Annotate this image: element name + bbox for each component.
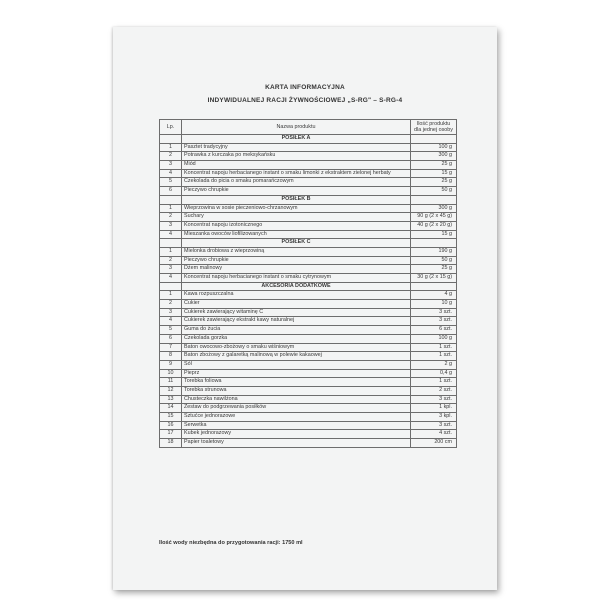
water-note: Ilość wody niezbędna do przygotowania racji: 1750 ml: [159, 540, 303, 546]
product-quantity: 100 g: [411, 334, 457, 343]
product-quantity: 3 szt.: [411, 317, 457, 326]
product-name: Torebka foliowa: [182, 378, 411, 387]
row-number: 2: [160, 213, 182, 222]
section-heading: POSIŁEK A: [182, 135, 411, 144]
product-quantity: 25 g: [411, 265, 457, 274]
product-name: Sztućce jednorazowe: [182, 413, 411, 422]
section-blank-cell: [160, 195, 182, 204]
section-row: [160, 282, 457, 291]
table-row: [160, 439, 457, 448]
row-number: 3: [160, 265, 182, 274]
row-number: 17: [160, 430, 182, 439]
product-name: Pieczywo chrupkie: [182, 256, 411, 265]
product-quantity: 50 g: [411, 256, 457, 265]
row-number: 1: [160, 247, 182, 256]
row-number: 8: [160, 352, 182, 361]
product-quantity: 4 g: [411, 291, 457, 300]
product-name: Potrawka z kurczaka po meksykańsku: [182, 152, 411, 161]
row-number: 10: [160, 369, 182, 378]
product-name: Sól: [182, 360, 411, 369]
row-number: 11: [160, 378, 182, 387]
section-blank-cell: [160, 282, 182, 291]
table-row: [160, 187, 457, 196]
product-name: Koncentrat napoju izotonicznego: [182, 221, 411, 230]
product-name: Zestaw do podgrzewania posiłków: [182, 404, 411, 413]
table-row: [160, 317, 457, 326]
product-name: Koncentrat napoju herbacianego instant o smaku limonki z ekstraktem zielonej herbaty: [182, 169, 411, 178]
ration-table: [159, 119, 457, 448]
table-row: [160, 291, 457, 300]
product-quantity: 25 g: [411, 178, 457, 187]
product-quantity: 4 szt.: [411, 430, 457, 439]
section-heading: POSIŁEK B: [182, 195, 411, 204]
product-quantity: 300 g: [411, 204, 457, 213]
product-name: Baton owocowo-zbożowy o smaku wiśniowym: [182, 343, 411, 352]
table-row: [160, 169, 457, 178]
table-row: [160, 308, 457, 317]
product-quantity: 1 kpl.: [411, 404, 457, 413]
table-row: [160, 386, 457, 395]
product-name: Mieszanka owoców liofilizowanych: [182, 230, 411, 239]
product-name: Suchary: [182, 213, 411, 222]
table-row: [160, 352, 457, 361]
row-number: 12: [160, 386, 182, 395]
product-name: Dżem malinowy: [182, 265, 411, 274]
product-quantity: 3 szt.: [411, 421, 457, 430]
table-row: [160, 256, 457, 265]
row-number: 2: [160, 256, 182, 265]
table-header-row: [160, 120, 457, 135]
product-quantity: 6 szt.: [411, 326, 457, 335]
product-quantity: 3 kpl.: [411, 413, 457, 422]
product-name: Kawa rozpuszczalna: [182, 291, 411, 300]
header-product-name: Nazwa produktu: [182, 120, 411, 135]
row-number: 1: [160, 143, 182, 152]
product-name: Chusteczka nawilżona: [182, 395, 411, 404]
row-number: 2: [160, 300, 182, 309]
product-quantity: 50 g: [411, 187, 457, 196]
section-blank-cell: [411, 135, 457, 144]
product-quantity: 15 g: [411, 230, 457, 239]
product-name: Baton zbożowy z galaretką malinową w polewie kakaowej: [182, 352, 411, 361]
row-number: 3: [160, 161, 182, 170]
row-number: 16: [160, 421, 182, 430]
row-number: 4: [160, 169, 182, 178]
row-number: 4: [160, 274, 182, 283]
section-row: [160, 135, 457, 144]
product-quantity: 3 szt.: [411, 395, 457, 404]
section-blank-cell: [160, 239, 182, 248]
section-row: [160, 239, 457, 248]
table-row: [160, 413, 457, 422]
table-row: [160, 326, 457, 335]
section-row: [160, 195, 457, 204]
product-quantity: 25 g: [411, 161, 457, 170]
row-number: 14: [160, 404, 182, 413]
table-row: [160, 369, 457, 378]
product-name: Serwetka: [182, 421, 411, 430]
product-quantity: 2 szt.: [411, 386, 457, 395]
section-heading: AKCESORIA DODATKOWE: [182, 282, 411, 291]
product-quantity: 100 g: [411, 143, 457, 152]
product-name: Torebka strunowa: [182, 386, 411, 395]
section-blank-cell: [411, 239, 457, 248]
information-sheet: [113, 27, 497, 590]
product-name: Wieprzowina w sosie pieczeniowo-chrzanowym: [182, 204, 411, 213]
table-row: [160, 230, 457, 239]
product-quantity: 2 g: [411, 360, 457, 369]
row-number: 5: [160, 326, 182, 335]
table-row: [160, 404, 457, 413]
section-blank-cell: [160, 135, 182, 144]
row-number: 13: [160, 395, 182, 404]
document-subtitle: INDYWIDUALNEJ RACJI ŻYWNOŚCIOWEJ „S-RG" – S-RG-4: [207, 97, 403, 104]
product-quantity: 90 g (2 x 45 g): [411, 213, 457, 222]
product-name: Czekolada gorzka: [182, 334, 411, 343]
row-number: 6: [160, 334, 182, 343]
table-row: [160, 247, 457, 256]
header-quantity: Ilość produktu dla jednej osoby: [411, 120, 457, 135]
section-heading: POSIŁEK C: [182, 239, 411, 248]
row-number: 18: [160, 439, 182, 448]
product-quantity: 1 szt.: [411, 343, 457, 352]
product-name: Pasztet tradycyjny: [182, 143, 411, 152]
product-name: Papier toaletowy: [182, 439, 411, 448]
table-row: [160, 300, 457, 309]
table-body: [160, 135, 457, 448]
product-name: Pieczywo chrupkie: [182, 187, 411, 196]
table-row: [160, 430, 457, 439]
table-row: [160, 143, 457, 152]
row-number: 4: [160, 317, 182, 326]
row-number: 15: [160, 413, 182, 422]
product-name: Kubek jednorazowy: [182, 430, 411, 439]
table-row: [160, 152, 457, 161]
table-row: [160, 221, 457, 230]
product-name: Koncentrat napoju herbacianego instant o smaku cytrynowym: [182, 274, 411, 283]
table-row: [160, 395, 457, 404]
product-quantity: 40 g (2 x 20 g): [411, 221, 457, 230]
table-row: [160, 421, 457, 430]
product-name: Pieprz: [182, 369, 411, 378]
table-row: [160, 213, 457, 222]
table-row: [160, 204, 457, 213]
row-number: 6: [160, 187, 182, 196]
table-row: [160, 274, 457, 283]
product-quantity: 30 g (2 x 15 g): [411, 274, 457, 283]
row-number: 3: [160, 308, 182, 317]
row-number: 1: [160, 204, 182, 213]
product-quantity: 0,4 g: [411, 369, 457, 378]
table-row: [160, 378, 457, 387]
row-number: 3: [160, 221, 182, 230]
row-number: 1: [160, 291, 182, 300]
product-quantity: 300 g: [411, 152, 457, 161]
header-lp: Lp.: [160, 120, 182, 135]
row-number: 9: [160, 360, 182, 369]
product-quantity: 3 szt.: [411, 308, 457, 317]
document-title: KARTA INFORMACYJNA: [265, 84, 345, 91]
table-row: [160, 360, 457, 369]
table-row: [160, 265, 457, 274]
row-number: 2: [160, 152, 182, 161]
product-quantity: 15 g: [411, 169, 457, 178]
product-name: Guma do żucia: [182, 326, 411, 335]
table-row: [160, 161, 457, 170]
product-quantity: 1 szt.: [411, 378, 457, 387]
product-quantity: 190 g: [411, 247, 457, 256]
product-quantity: 1 szt.: [411, 352, 457, 361]
table-row: [160, 334, 457, 343]
product-name: Cukierek zawierający ekstrakt kawy naturalnej: [182, 317, 411, 326]
row-number: 5: [160, 178, 182, 187]
section-blank-cell: [411, 195, 457, 204]
product-name: Mielonka drobiowa z wieprzowiną: [182, 247, 411, 256]
section-blank-cell: [411, 282, 457, 291]
row-number: 4: [160, 230, 182, 239]
row-number: 7: [160, 343, 182, 352]
product-name: Cukierek zawierający witaminę C: [182, 308, 411, 317]
product-name: Miód: [182, 161, 411, 170]
table-row: [160, 178, 457, 187]
product-name: Czekolada do picia o smaku pomarańczowym: [182, 178, 411, 187]
product-quantity: 200 cm: [411, 439, 457, 448]
product-name: Cukier: [182, 300, 411, 309]
table-row: [160, 343, 457, 352]
product-quantity: 10 g: [411, 300, 457, 309]
